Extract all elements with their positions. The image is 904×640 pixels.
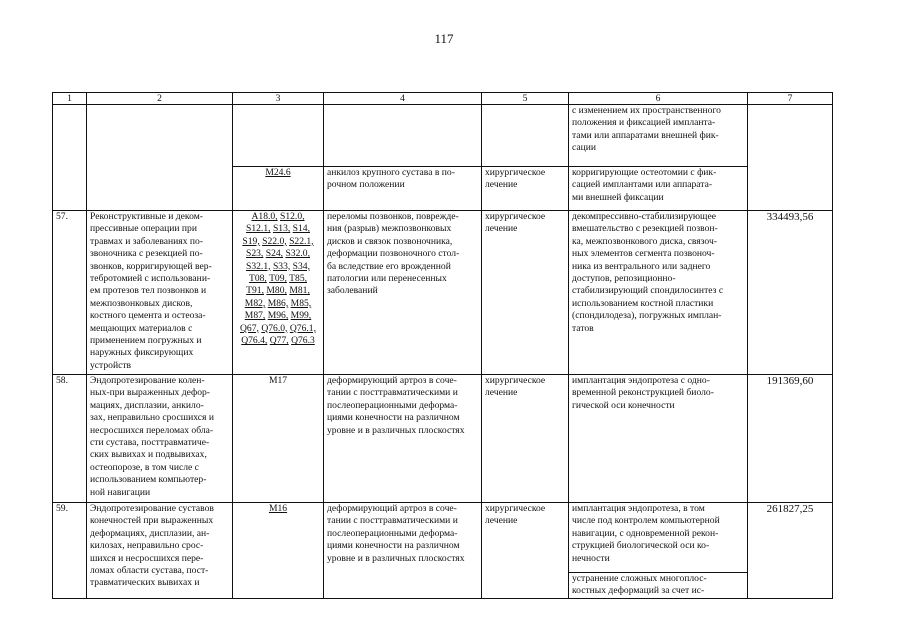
icd-code: M87, — [244, 310, 266, 322]
name-line: Эндопротезирование суставов — [90, 503, 214, 514]
header-col-1: 1 — [53, 93, 87, 105]
treatment-line: лечение — [485, 223, 518, 235]
row-treatment — [482, 211, 569, 375]
diagnosis-line: ба вследствие его врожденной — [327, 260, 451, 272]
name-line: применением погружных и — [90, 335, 202, 347]
icd-code: Q76.4, — [241, 335, 268, 347]
icd-code: T08, — [248, 273, 267, 285]
name-line: сти сустава, посттравматиче- — [90, 437, 210, 449]
row-price: 191369,60 — [748, 375, 833, 503]
name-line: Реконструктивные и деком- — [90, 211, 203, 222]
diagnosis-line: послеоперационными деформа- — [327, 399, 458, 411]
header-col-5: 5 — [482, 93, 569, 105]
icd-code: S34, — [292, 260, 310, 272]
method-line: гической оси конечности — [572, 399, 675, 411]
table-row — [53, 375, 833, 503]
name-line: травматических вывихах и — [90, 577, 200, 589]
icd-code: S24, — [265, 248, 284, 260]
method-line: положения и фиксацией имплантa- — [572, 117, 716, 129]
name-line: Эндопротезирование колен- — [90, 375, 205, 386]
diagnosis-line: анкилоз крупного сустава в по- — [327, 167, 455, 178]
diagnosis-line: уровне и в различных плоскостях — [327, 424, 465, 436]
treatment-line: лечение — [485, 515, 518, 527]
diagnosis-line: деформирующий артроз в соче- — [327, 375, 457, 386]
header-col-2: 2 — [87, 93, 233, 105]
icd-code: M82, — [244, 297, 266, 309]
method-line: ных элементов сегмента позвоноч- — [572, 248, 715, 260]
icd-code: M86, — [267, 297, 289, 309]
diagnosis-line: циями конечности на различном — [327, 412, 460, 424]
table-row — [53, 105, 833, 167]
row-price: 334493,56 — [748, 211, 833, 375]
icd-code: M16 — [268, 503, 288, 514]
method-line: устранение сложных многоплос- — [572, 573, 707, 584]
diagnosis-line: деформирующий артроз в соче- — [327, 503, 457, 514]
row-name — [87, 105, 233, 211]
icd-code: M99, — [290, 310, 312, 322]
row-treatment — [482, 375, 569, 503]
method-line: доступов, репозиционно- — [572, 273, 676, 285]
row-method — [569, 503, 748, 573]
icd-code: T91, — [246, 285, 264, 297]
row-codes — [233, 167, 324, 211]
table-row — [53, 211, 833, 375]
row-method — [569, 573, 748, 599]
name-line: несросшихся переломах обла- — [90, 424, 214, 436]
method-line: использованием костной пластики — [572, 297, 714, 309]
icd-code: S22.1, — [289, 235, 314, 247]
row-diagnosis — [324, 167, 482, 211]
treatment-line: хирургическое — [485, 211, 546, 222]
method-line: тами или аппаратами внешней фик- — [572, 129, 719, 141]
name-line: травмах и заболеваниях по- — [90, 235, 204, 247]
name-line: тебротомией с использовани- — [90, 273, 211, 285]
diagnosis-line: ния (разрыв) межпозвонковых — [327, 223, 452, 235]
row-diagnosis — [324, 503, 482, 599]
name-line: зах, неправильно сросшихся и — [90, 412, 214, 424]
name-line: мациях, дисплазии, анкило- — [90, 399, 204, 411]
row-diagnosis — [324, 105, 482, 167]
row-method — [569, 167, 748, 211]
icd-code: A18.0, — [251, 211, 278, 222]
method-line: навигации, с одновременной рекон- — [572, 527, 719, 539]
row-diagnosis — [324, 375, 482, 503]
row-codes — [233, 503, 324, 599]
icd-code: S32.0, — [285, 248, 310, 260]
row-number — [53, 105, 87, 211]
icd-code: M85, — [290, 297, 312, 309]
row-treatment — [482, 105, 569, 167]
name-line: мещающих материалов с — [90, 322, 193, 334]
method-line: сацией имплантами или аппарата- — [572, 179, 713, 191]
method-line: татов — [572, 322, 594, 334]
icd-code: T85, — [289, 273, 308, 285]
row-codes — [233, 211, 324, 375]
icd-code: Q76.1, — [289, 322, 316, 334]
name-line: наружных фиксирующих — [90, 347, 194, 359]
row-name — [87, 375, 233, 503]
row-codes — [233, 105, 324, 167]
procedures-table — [52, 92, 833, 599]
row-name — [87, 503, 233, 599]
diagnosis-line: переломы позвонков, поврежде- — [327, 211, 459, 222]
treatment-line: хирургическое — [485, 503, 546, 514]
row-method — [569, 105, 748, 167]
name-line: шихся и несросшихся пере- — [90, 552, 204, 564]
row-codes — [233, 375, 324, 503]
method-line: стабилизирующий спондилосинтез с — [572, 285, 724, 297]
icd-code: M17 — [268, 375, 288, 386]
header-col-6: 6 — [569, 93, 748, 105]
diagnosis-line: уровне и в различных плоскостях — [327, 552, 465, 564]
row-diagnosis — [324, 211, 482, 375]
name-line: прессивные операции при — [90, 223, 197, 235]
diagnosis-line: тании с посттравматическими и — [327, 387, 458, 399]
icd-code: S14, — [292, 223, 310, 235]
table-row — [53, 503, 833, 573]
method-line: сации — [572, 142, 597, 154]
name-line: звоночника с резекцией по- — [90, 248, 203, 260]
icd-code: Q77, — [269, 335, 289, 347]
diagnosis-line: послеоперационными деформа- — [327, 527, 458, 539]
row-treatment — [482, 503, 569, 599]
icd-code: Q76.0, — [261, 322, 288, 334]
icd-code: M81, — [289, 285, 310, 297]
name-line: конечностей при выраженных — [90, 515, 214, 527]
method-line: числе под контролем компьютерной — [572, 515, 720, 527]
name-line: ем протезов тел позвонков и — [90, 285, 207, 297]
diagnosis-line: рочном положении — [327, 179, 405, 191]
method-line: костных деформаций за счет ис- — [572, 585, 705, 597]
method-line: нечности — [572, 552, 610, 564]
method-line: имплантация эндопротеза с одно- — [572, 375, 710, 386]
icd-code: M96, — [267, 310, 289, 322]
name-line: использованием компьютер- — [90, 474, 207, 486]
method-line: временной реконструкцией биоло- — [572, 387, 714, 399]
row-price — [748, 105, 833, 211]
row-number: 58. — [53, 375, 87, 503]
diagnosis-line: тании с посттравматическими и — [327, 515, 458, 527]
name-line: костного цемента и остеоза- — [90, 310, 206, 322]
icd-code: M80, — [266, 285, 287, 297]
icd-code: Q67, — [240, 322, 259, 334]
name-line: звонков, корригирующей вер- — [90, 260, 212, 272]
method-line: ми внешней фиксации — [572, 191, 664, 203]
diagnosis-line: циями конечности на различном — [327, 540, 460, 552]
row-number: 59. — [53, 503, 87, 599]
row-price: 261827,25 — [748, 503, 833, 599]
row-number: 57. — [53, 211, 87, 375]
name-line: ломах области сустава, пост- — [90, 565, 209, 577]
name-line: межпозвонковых дисков, — [90, 297, 193, 309]
row-treatment — [482, 167, 569, 211]
header-row — [53, 93, 833, 105]
icd-code: S32.1, — [246, 260, 271, 272]
icd-code: S12.0, — [280, 211, 305, 222]
icd-code: T09, — [269, 273, 287, 285]
header-col-3: 3 — [233, 93, 324, 105]
diagnosis-line: деформации позвоночного стол- — [327, 248, 460, 260]
page-number: 117 — [434, 31, 454, 46]
name-line: ной навигации — [90, 486, 151, 498]
method-line: с изменением их пространственного — [572, 105, 721, 116]
method-line: вмешательство с резекцией позвон- — [572, 223, 718, 235]
name-line: устройств — [90, 359, 132, 371]
name-line: ских вывихах и подвывихах, — [90, 449, 207, 461]
method-line: ка, межпозвонкового диска, связоч- — [572, 235, 717, 247]
diagnosis-line: дисков и связок позвоночника, — [327, 235, 453, 247]
icd-code: S23, — [246, 248, 264, 260]
method-line: декомпрессивно-стабилизирующее — [572, 211, 716, 222]
name-line: килозах, неправильно срос- — [90, 540, 204, 552]
name-line: ных-при выраженных дефор- — [90, 387, 210, 399]
icd-code: S13, — [272, 223, 291, 235]
treatment-line: хирургическое — [485, 167, 546, 178]
diagnosis-line: патологии или перенесенных — [327, 273, 447, 285]
name-line: остеопорозе, в том числе с — [90, 461, 199, 473]
row-name — [87, 211, 233, 375]
header-col-7: 7 — [748, 93, 833, 105]
method-line: ника из вентрального или заднего — [572, 260, 711, 272]
icd-code: S33, — [272, 260, 291, 272]
row-method — [569, 211, 748, 375]
icd-code: M24.6 — [265, 167, 291, 178]
diagnosis-line: заболеваний — [327, 285, 378, 297]
icd-code: S22.0, — [262, 235, 287, 247]
method-line: корригирующие остеотомии с фик- — [572, 167, 717, 178]
method-line: (спондилодеза), погружных имплан- — [572, 310, 722, 322]
treatment-line: лечение — [485, 387, 518, 399]
name-line: деформациях, дисплазии, ан- — [90, 527, 210, 539]
treatment-line: хирургическое — [485, 375, 546, 386]
method-line: струкцией биологической оси ко- — [572, 540, 710, 552]
icd-code: S19, — [242, 235, 260, 247]
row-method — [569, 375, 748, 503]
treatment-line: лечение — [485, 179, 518, 191]
icd-code: Q76.3 — [291, 335, 315, 347]
icd-code: S12.1, — [246, 223, 271, 235]
header-col-4: 4 — [324, 93, 482, 105]
method-line: имплантация эндопротеза, в том — [572, 503, 705, 514]
